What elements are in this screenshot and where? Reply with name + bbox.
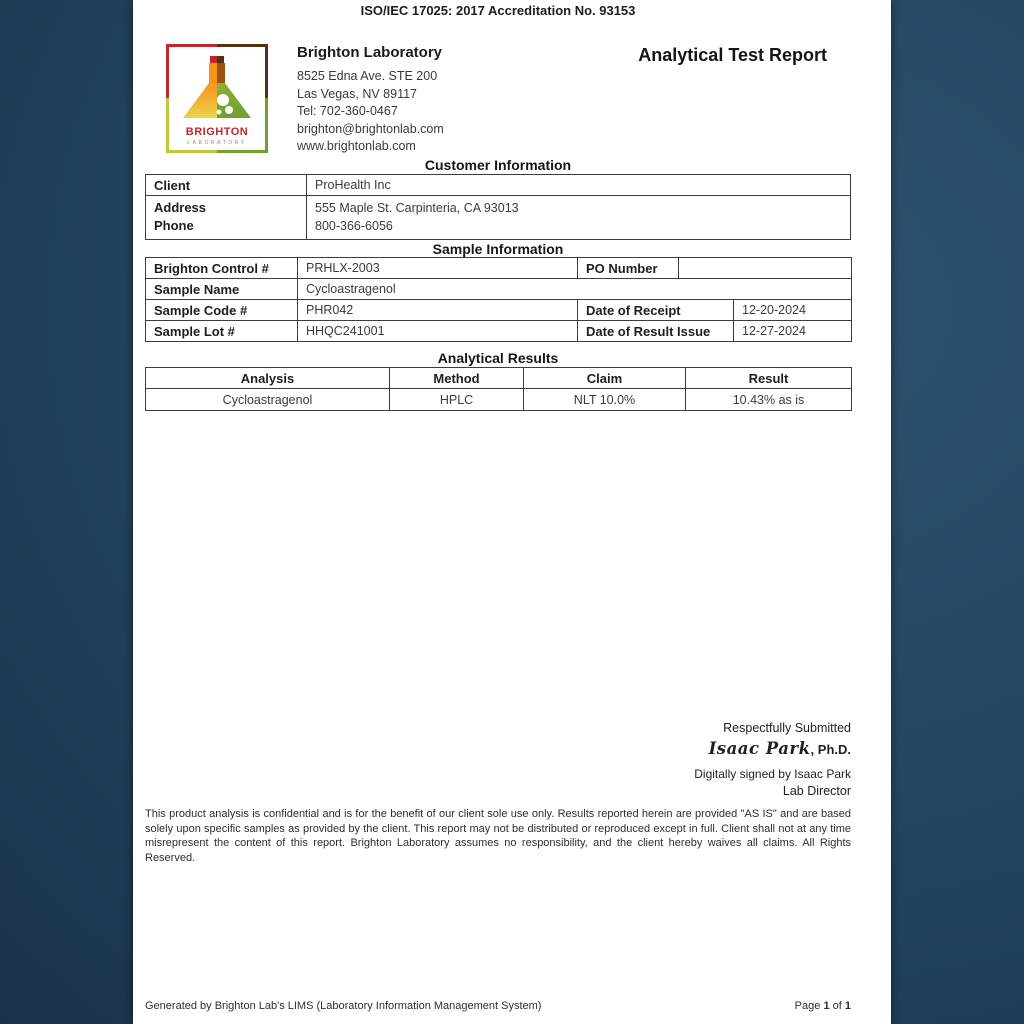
column-header-result: Result (686, 368, 852, 389)
disclaimer-text: This product analysis is confidential and is for the benefit of our client sole use only. Results reported herein are provided "AS IS" and are based solely upon specific samples as provided by the client. This report may not be distributed or reproduced except in full. Client shall not at any time misrepresent the content of this report. Brighton Laboratory assumes no responsibility, and the client hereby waives all claims. All Rights Reserved. (145, 808, 851, 864)
lab-contact-block (297, 44, 444, 156)
address-phone-labels (146, 196, 307, 240)
signature-name-row (694, 739, 851, 759)
lab-address-line2: Las Vegas, NV 89117 (297, 86, 417, 101)
page-indicator (795, 1000, 851, 1012)
result-value: 10.43% as is (686, 389, 852, 411)
page-word: Page (794, 1000, 821, 1012)
analytical-results-table (145, 367, 852, 411)
logo-sub-text: LABORATORY (187, 140, 247, 146)
table-row (146, 300, 852, 321)
lab-phone: Tel: 702-360-0467 (297, 104, 398, 118)
result-analysis: Cycloastragenol (146, 389, 390, 411)
customer-info-heading: Customer Information (424, 157, 572, 173)
sample-lot-value: HHQC241001 (298, 321, 578, 342)
sample-name-label: Sample Name (146, 279, 298, 300)
po-number-label: PO Number (578, 258, 679, 279)
column-header-analysis: Analysis (146, 368, 390, 389)
po-number-value (679, 258, 852, 279)
date-issue-label: Date of Result Issue (578, 321, 734, 342)
page-total: 1 (844, 1000, 851, 1012)
signer-role: Lab Director (782, 784, 851, 798)
lab-email: brighton@brightonlab.com (297, 121, 444, 136)
report-header (145, 44, 851, 156)
of-word: of (832, 1000, 842, 1012)
lab-name: Brighton Laboratory (297, 44, 442, 61)
lab-address-line1: 8525 Edna Ave. STE 200 (297, 69, 438, 83)
date-receipt-value: 12-20-2024 (734, 300, 852, 321)
results-header-row (146, 368, 852, 389)
page-footer (145, 1000, 851, 1012)
lab-website: www.brightonlab.com (297, 139, 416, 153)
result-method: HPLC (390, 389, 524, 411)
sample-code-value: PHR042 (298, 300, 578, 321)
signature-suffix: , Ph.D. (810, 742, 851, 757)
flask-icon (183, 56, 251, 118)
table-row (146, 321, 852, 342)
sample-name-value: Cycloastragenol (298, 279, 852, 300)
table-row (146, 196, 851, 240)
accreditation-line: ISO/IEC 17025: 2017 Accreditation No. 93153 (360, 3, 636, 18)
results-data-row (146, 389, 852, 411)
report-page (133, 0, 891, 1024)
date-issue-value: 12-27-2024 (734, 321, 852, 342)
address-phone-values (307, 196, 851, 240)
report-title: Analytical Test Report (638, 45, 827, 65)
sample-lot-label: Sample Lot # (146, 321, 298, 342)
brighton-lab-logo (166, 44, 268, 153)
phone-label: Phone (154, 218, 194, 233)
page-current: 1 (823, 1000, 830, 1012)
sample-info-table (145, 257, 852, 342)
table-row (146, 258, 852, 279)
customer-info-table (145, 174, 851, 240)
control-number-label: Brighton Control # (146, 258, 298, 279)
address-value: 555 Maple St. Carpinteria, CA 93013 (315, 201, 519, 215)
control-number-value: PRHLX-2003 (298, 258, 578, 279)
date-receipt-label: Date of Receipt (578, 300, 734, 321)
sample-info-heading: Sample Information (432, 241, 564, 257)
result-claim: NLT 10.0% (524, 389, 686, 411)
logo-brand-text: BRIGHTON (185, 126, 249, 138)
client-value: ProHealth Inc (307, 175, 851, 196)
sample-code-label: Sample Code # (146, 300, 298, 321)
phone-value: 800-366-6056 (315, 219, 393, 233)
signature-block (694, 721, 851, 798)
column-header-claim: Claim (524, 368, 686, 389)
address-label: Address (154, 200, 207, 215)
table-row (146, 175, 851, 196)
respectfully-submitted: Respectfully Submitted (723, 721, 851, 735)
signature-script: Isaac Park (708, 739, 811, 758)
column-header-method: Method (390, 368, 524, 389)
table-row (146, 279, 852, 300)
digitally-signed-text: Digitally signed by Isaac Park (694, 767, 851, 781)
client-label: Client (146, 175, 307, 196)
analytical-results-heading: Analytical Results (437, 350, 559, 366)
generated-by-text: Generated by Brighton Lab's LIMS (Laboratory Information Management System) (145, 1000, 542, 1012)
